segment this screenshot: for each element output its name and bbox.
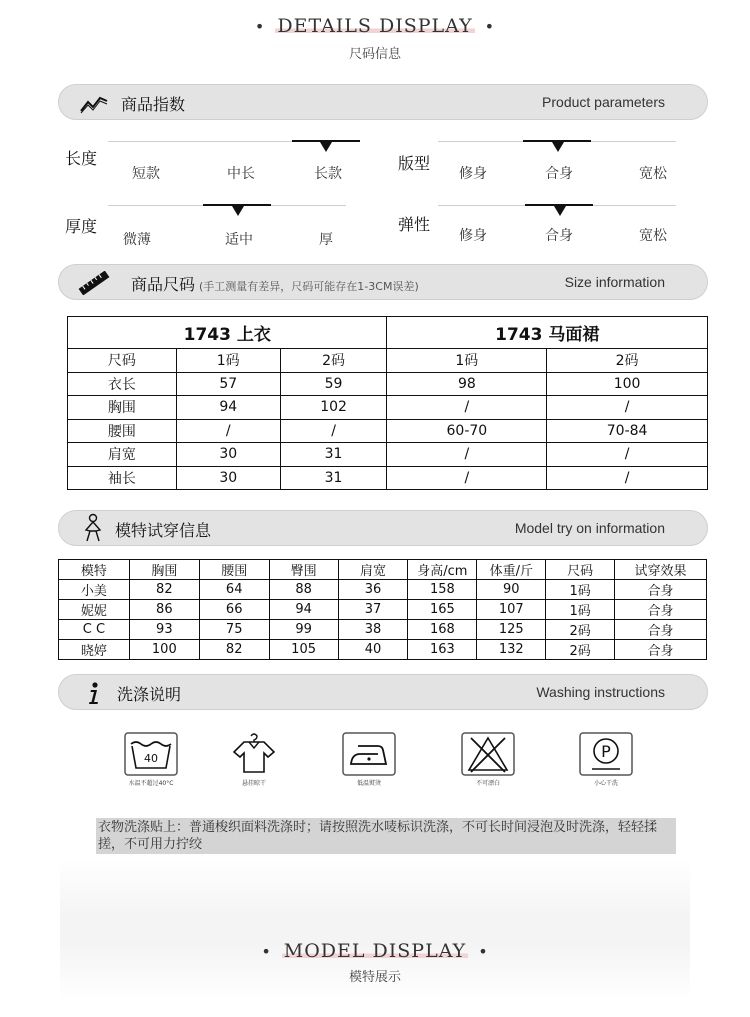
thickness-option: 厚 (319, 232, 333, 248)
table-cell: 合身 (615, 640, 707, 660)
ruler-icon (77, 271, 111, 295)
table-cell: 163 (408, 640, 477, 660)
table-cell: 衣长 (68, 372, 177, 396)
table-cell: C C (59, 620, 130, 640)
svg-text:40: 40 (144, 752, 158, 765)
hanger-shirt-symbol (227, 732, 281, 776)
table-row (59, 600, 707, 620)
elasticity-option: 宽松 (639, 228, 667, 244)
column-header: 2码 (547, 349, 708, 373)
washing-instructions-en: Washing instructions (536, 684, 665, 700)
table-cell: 合身 (615, 600, 707, 620)
length-selected-arrow (320, 142, 332, 152)
washing-notice-text: 衣物洗涤贴上：普通梭织面料洗涤时；请按照洗水唛标识洗涤，不可长时间浸泡及时洗涤，轻轻揉搓，不可用力拧绞 (96, 818, 676, 854)
table-cell: 36 (338, 580, 408, 600)
no-bleach-icon (460, 732, 516, 787)
table-cell: 99 (269, 620, 338, 640)
thickness-label: 厚度 (65, 217, 98, 236)
thickness-option: 微薄 (123, 232, 151, 248)
table-cell: / (547, 466, 708, 490)
column-header: 胸围 (129, 560, 199, 580)
column-header: 腰围 (199, 560, 269, 580)
crossed-triangle-symbol (461, 732, 515, 776)
wash-40-icon (123, 732, 179, 787)
column-header: 体重/斤 (477, 560, 546, 580)
wash-caption: 悬挂晾干 (241, 780, 266, 787)
table-cell: 102 (280, 396, 387, 420)
size-measure-note: (手工测量有差异，尺码可能存在1-3CM误差) (199, 280, 419, 293)
wash-caption: 不可漂白 (475, 780, 500, 787)
length-option: 长款 (314, 166, 342, 182)
table-cell: 腰围 (68, 419, 177, 443)
table-cell: 82 (199, 640, 269, 660)
table-cell: / (387, 396, 547, 420)
length-option: 中长 (227, 166, 255, 182)
table-cell: 37 (338, 600, 408, 620)
table-cell: 胸围 (68, 396, 177, 420)
table-row (68, 466, 708, 490)
elasticity-option: 修身 (459, 228, 487, 244)
table-cell: 袖长 (68, 466, 177, 490)
table-cell: 合身 (615, 580, 707, 600)
column-header: 尺码 (68, 349, 177, 373)
table-row (68, 419, 708, 443)
table-cell: 94 (269, 600, 338, 620)
table-cell: 1码 (546, 580, 615, 600)
table-cell: 38 (338, 620, 408, 640)
iron-low-icon (341, 732, 397, 787)
model-table-header-row (59, 560, 707, 580)
washing-instructions-banner (58, 674, 708, 710)
table-row (59, 640, 707, 660)
column-header: 2码 (280, 349, 387, 373)
elasticity-label: 弹性 (398, 215, 431, 234)
size-table-header-row (68, 349, 708, 373)
table-cell: 70-84 (547, 419, 708, 443)
table-cell: 90 (477, 580, 546, 600)
model-display-subtitle: 模特展示 (348, 970, 401, 985)
table-cell: 94 (176, 396, 280, 420)
column-header: 尺码 (546, 560, 615, 580)
top-group-header: 1743 上衣 (68, 317, 387, 349)
table-row (68, 443, 708, 467)
model-try-on-cn: 模特试穿信息 (115, 521, 212, 540)
dry-clean-p-icon (578, 732, 634, 787)
size-information-banner (58, 264, 708, 300)
length-option: 短款 (132, 166, 160, 182)
dry-clean-symbol (579, 732, 633, 776)
table-cell: 66 (199, 600, 269, 620)
table-cell: 107 (477, 600, 546, 620)
model-try-on-banner (58, 510, 708, 546)
table-cell: 晓婷 (59, 640, 130, 660)
elasticity-selected-arrow (554, 206, 566, 216)
model-table (58, 559, 707, 660)
fit-label: 版型 (398, 154, 431, 173)
table-cell: 100 (547, 372, 708, 396)
table-cell: 小美 (59, 580, 130, 600)
column-header: 1码 (176, 349, 280, 373)
column-header: 身高/cm (408, 560, 477, 580)
product-parameters-cn: 商品指数 (121, 95, 186, 114)
size-table-group-row (68, 317, 708, 349)
table-cell: 98 (387, 372, 547, 396)
size-information-en: Size information (564, 274, 665, 290)
table-cell: 妮妮 (59, 600, 130, 620)
fit-option: 修身 (459, 166, 487, 182)
model-try-on-en: Model try on information (514, 520, 665, 536)
table-cell: 1码 (546, 600, 615, 620)
table-row (59, 580, 707, 600)
column-header: 模特 (59, 560, 130, 580)
table-row (68, 372, 708, 396)
table-cell: 125 (477, 620, 546, 640)
table-cell: / (387, 466, 547, 490)
washing-instructions-cn: 洗涤说明 (117, 685, 182, 704)
table-cell: 75 (199, 620, 269, 640)
table-cell: 59 (280, 372, 387, 396)
table-cell: 165 (408, 600, 477, 620)
table-cell: 88 (269, 580, 338, 600)
length-label: 长度 (65, 149, 98, 168)
table-cell: / (176, 419, 280, 443)
table-cell: 合身 (615, 620, 707, 640)
elasticity-option: 合身 (545, 228, 573, 244)
fit-option: 合身 (545, 166, 573, 182)
table-cell: 100 (129, 640, 199, 660)
table-cell: / (387, 443, 547, 467)
wash-caption: 低温熨烫 (356, 780, 381, 787)
table-cell: 2码 (546, 640, 615, 660)
fit-selected-arrow (552, 142, 564, 152)
info-icon (85, 681, 103, 705)
column-header: 肩宽 (338, 560, 408, 580)
column-header: 臀围 (269, 560, 338, 580)
table-cell: 31 (280, 466, 387, 490)
table-cell: / (280, 419, 387, 443)
product-parameters-banner (58, 84, 708, 120)
table-cell: 105 (269, 640, 338, 660)
column-header: 试穿效果 (615, 560, 707, 580)
size-information-cn: 商品尺码 (手工测量有差异，尺码可能存在1-3CM误差) (131, 275, 419, 294)
wash-tub-symbol (124, 732, 178, 776)
table-cell: 86 (129, 600, 199, 620)
table-cell: 57 (176, 372, 280, 396)
table-row (68, 396, 708, 420)
trend-line-icon (79, 91, 109, 115)
table-cell: / (547, 396, 708, 420)
table-cell: 40 (338, 640, 408, 660)
table-cell: 64 (199, 580, 269, 600)
model-display-title: • MODEL DISPLAY • (261, 940, 489, 962)
size-table (67, 316, 708, 490)
table-cell: 31 (280, 443, 387, 467)
details-display-title: • DETAILS DISPLAY • (254, 15, 496, 37)
iron-symbol (342, 732, 396, 776)
table-cell: 82 (129, 580, 199, 600)
model-figure-icon (81, 513, 105, 545)
fit-option: 宽松 (639, 166, 667, 182)
table-cell: / (547, 443, 708, 467)
column-header: 1码 (387, 349, 547, 373)
thickness-selected-arrow (232, 206, 244, 216)
table-row (59, 620, 707, 640)
svg-text:P: P (601, 742, 611, 761)
wash-caption: 水温不超过40°C (128, 780, 174, 787)
table-cell: 93 (129, 620, 199, 640)
product-parameters-en: Product parameters (542, 94, 665, 110)
table-cell: 168 (408, 620, 477, 640)
skirt-group-header: 1743 马面裙 (387, 317, 708, 349)
table-cell: 30 (176, 443, 280, 467)
table-cell: 2码 (546, 620, 615, 640)
table-cell: 60-70 (387, 419, 547, 443)
wash-caption: 小心干洗 (593, 780, 618, 787)
thickness-option: 适中 (225, 232, 253, 248)
details-display-subtitle: 尺码信息 (348, 47, 401, 62)
table-cell: 肩宽 (68, 443, 177, 467)
table-cell: 132 (477, 640, 546, 660)
table-cell: 30 (176, 466, 280, 490)
hang-dry-icon (226, 732, 282, 787)
table-cell: 158 (408, 580, 477, 600)
